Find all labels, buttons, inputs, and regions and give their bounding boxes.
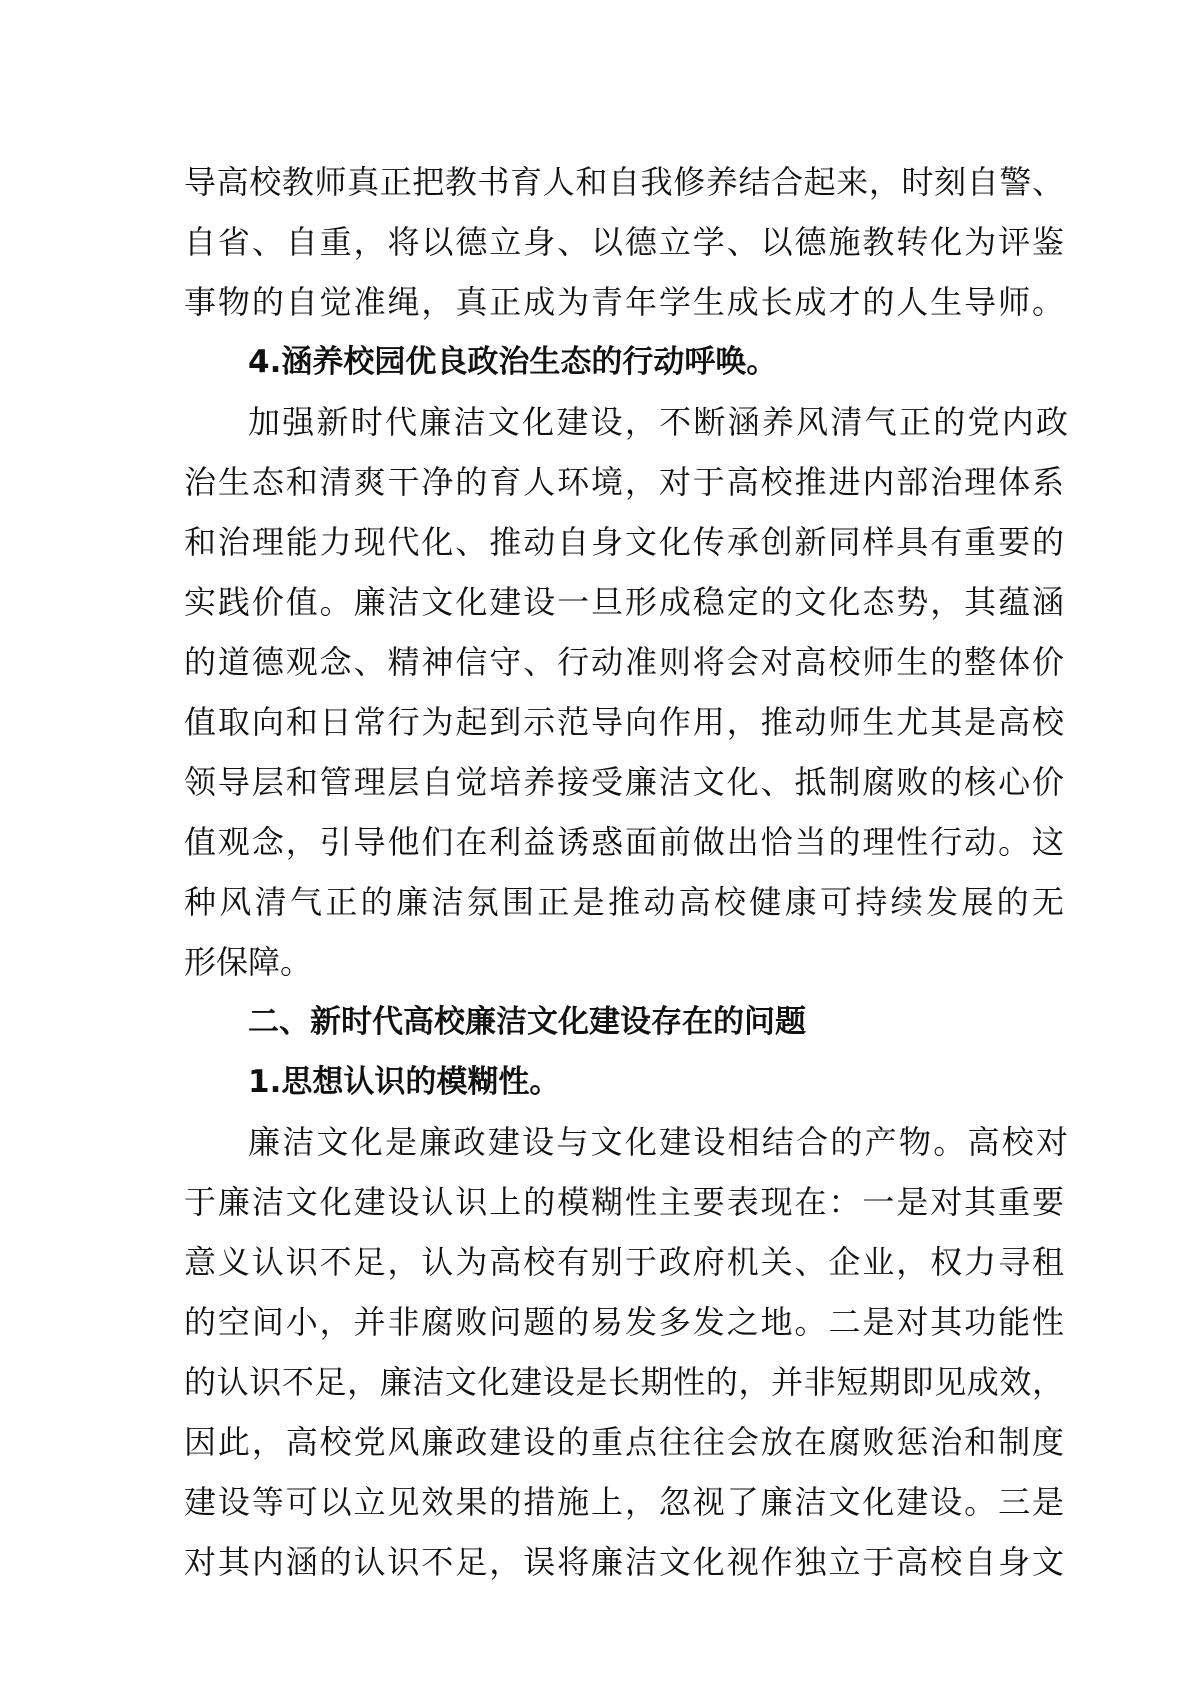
paragraph-line: 因此，高校党风廉政建设的重点往往会放在腐败惩治和制度 [184,1423,1064,1461]
paragraph-line: 的空间小，并非腐败问题的易发多发之地。二是对其功能性 [184,1303,1064,1341]
paragraph-line: 形保障。 [184,943,313,981]
paragraph-line: 实践价值。廉洁文化建设一旦形成稳定的文化态势，其蕴涵 [184,583,1064,621]
subheading: 4.涵养校园优良政治生态的行动呼唤。 [248,344,778,380]
paragraph-line: 建设等可以立见效果的措施上，忽视了廉洁文化建设。三是 [184,1483,1064,1521]
paragraph-line: 事物的自觉准绳，真正成为青年学生成长成才的人生导师。 [184,283,1064,321]
subheading: 1.思想认识的模糊性。 [248,1064,561,1100]
paragraph-line: 领导层和管理层自觉培养接受廉洁文化、抵制腐败的核心价 [184,763,1064,801]
paragraph-line: 自省、自重，将以德立身、以德立学、以德施教转化为评鉴 [184,223,1064,261]
paragraph-line: 于廉洁文化建设认识上的模糊性主要表现在：一是对其重要 [184,1183,1064,1221]
paragraph-line: 对其内涵的认识不足，误将廉洁文化视作独立于高校自身文 [184,1543,1064,1581]
paragraph-line: 种风清气正的廉洁氛围正是推动高校健康可持续发展的无 [184,883,1064,921]
paragraph-line: 治生态和清爽干净的育人环境，对于高校推进内部治理体系 [184,463,1064,501]
paragraph-line: 值观念，引导他们在利益诱惑面前做出恰当的理性行动。这 [184,823,1064,861]
paragraph-line: 意义认识不足，认为高校有别于政府机关、企业，权力寻租 [184,1243,1064,1281]
paragraph-line: 的认识不足，廉洁文化建设是长期性的，并非短期即见成效， [184,1363,1064,1401]
paragraph-line: 导高校教师真正把教书育人和自我修养结合起来，时刻自警、 [184,163,1064,201]
paragraph-line: 的道德观念、精神信守、行动准则将会对高校师生的整体价 [184,643,1064,681]
section-heading: 二、新时代高校廉洁文化建设存在的问题 [248,1004,806,1040]
paragraph-line: 加强新时代廉洁文化建设，不断涵养风清气正的党内政 [248,403,1068,441]
paragraph-line: 值取向和日常行为起到示范导向作用，推动师生尤其是高校 [184,703,1064,741]
paragraph-line: 廉洁文化是廉政建设与文化建设相结合的产物。高校对 [248,1123,1068,1161]
paragraph-line: 和治理能力现代化、推动自身文化传承创新同样具有重要的 [184,523,1064,561]
